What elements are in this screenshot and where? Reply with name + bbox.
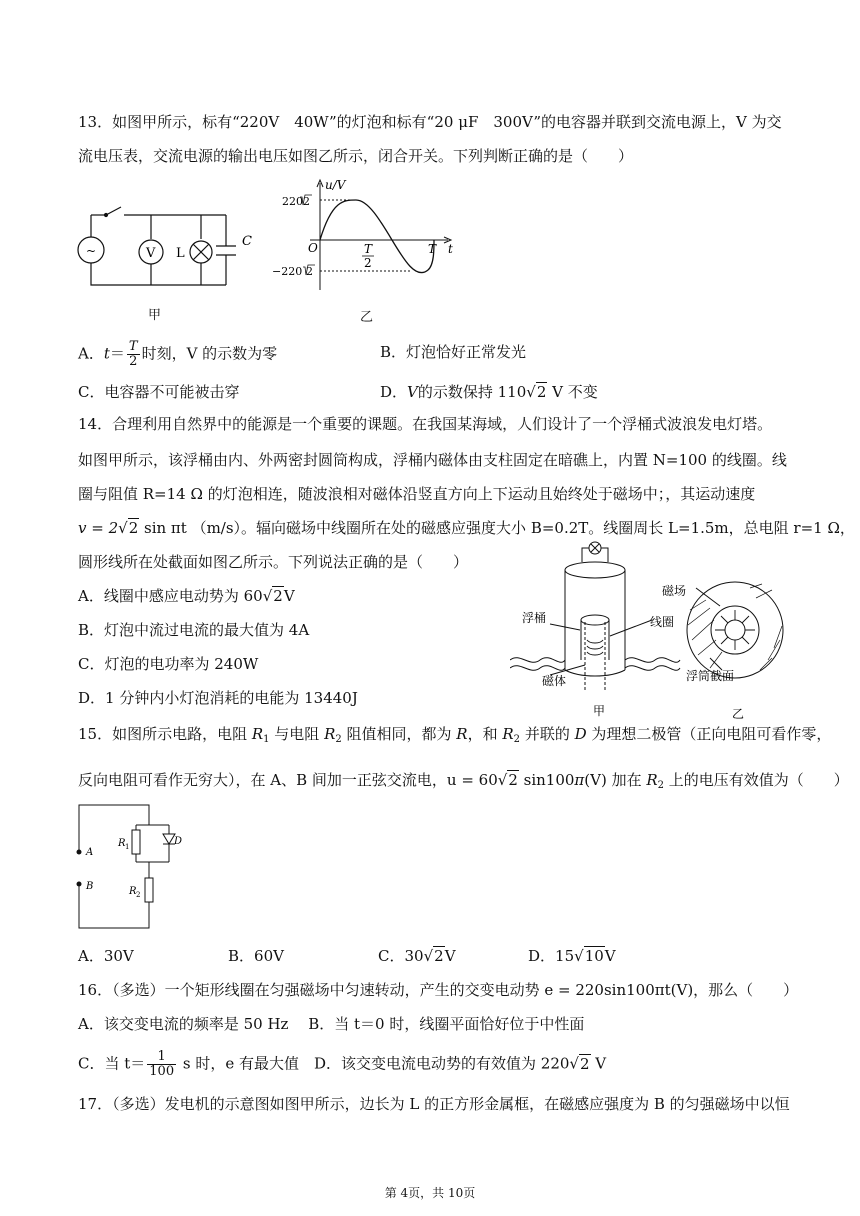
graph-ymin-label: −220 bbox=[272, 265, 303, 278]
r1-label: R bbox=[118, 838, 126, 849]
label-magnet: 磁体 bbox=[542, 674, 567, 688]
q14-caption-jia: 甲 bbox=[593, 704, 606, 718]
q13-option-d: D．V的示数保持 110√2 V 不变 bbox=[380, 383, 598, 401]
q15-option-c: C．30√2V bbox=[378, 947, 456, 965]
graph-t-half-num: T bbox=[364, 242, 373, 256]
r2-label: R bbox=[129, 886, 137, 897]
terminal-a-label: A bbox=[86, 847, 94, 858]
voltmeter-label: V bbox=[146, 246, 156, 261]
lamp-label: L bbox=[176, 246, 185, 261]
graph-ymin-sqrt: 2 bbox=[306, 265, 313, 278]
q13-option-a: A．t＝ $\frac{T}{2}$ 时刻，V 的示数为零 bbox=[78, 339, 278, 369]
q14-stem-line-4: v = 2√2 sin πt （m/s）。辐向磁场中线圈所在处的磁感应强度大小 B=0.2T。线圈周长 L=1.5m，总电阻 r=1 Ω， bbox=[78, 519, 855, 537]
q13-voltage-graph bbox=[270, 175, 460, 295]
page-footer: 第 4页，共 10页 bbox=[384, 1186, 476, 1200]
q13-stem-line-2: 流电压表，交流电源的输出电压如图乙所示，闭合开关。下列判断正确的是（ ） bbox=[78, 147, 634, 165]
q14-stem-line-2: 如图甲所示，该浮桶由内、外两密封圆筒构成，浮桶内磁体由支柱固定在暗礁上，内置 N=100 的线圈。线 bbox=[78, 451, 787, 469]
q14-option-a: A．线圈中感应电动势为 60√2V bbox=[78, 587, 295, 605]
q13-circuit-diagram bbox=[76, 195, 266, 295]
graph-t-full-label: T bbox=[428, 242, 437, 256]
q13-stem-line-1: 13．如图甲所示，标有“220V 40W”的灯泡和标有“20 μF 300V”的电容器并联到交流电源上，V 为交 bbox=[78, 113, 782, 131]
graph-origin-label: O bbox=[308, 241, 318, 255]
q14-option-b: B．灯泡中流过电流的最大值为 4A bbox=[78, 621, 310, 639]
q16-options-cd: C．当 t＝ $\frac{1}{100}$ s 时，e 有最大值 D．该交变电流电动势的有效值为 220√2 V bbox=[78, 1049, 607, 1079]
q15-option-b: B．60V bbox=[228, 947, 284, 965]
q16-stem-line-1: 16．（多选）一个矩形线圈在匀强磁场中匀速转动，产生的交变电动势 e = 220sin100πt(V)，那么（ ） bbox=[78, 981, 799, 999]
q13-option-c: C．电容器不可能被击穿 bbox=[78, 383, 240, 401]
q13-option-b: B．灯泡恰好正常发光 bbox=[380, 343, 527, 361]
q15-option-a: A．30V bbox=[78, 947, 134, 965]
q14-stem-line-3: 圈与阻值 R=14 Ω 的灯泡相连，随波浪相对磁体沿竖直方向上下运动且始终处于磁场中；，其运动速度 bbox=[78, 485, 756, 503]
q16-options-ab: A．该交变电流的频率是 50 Hz B．当 t＝0 时，线圈平面恰好位于中性面 bbox=[78, 1015, 585, 1033]
q15-stem-line-2: 反向电阻可看作无穷大），在 A、B 间加一正弦交流电，u = 60√2 sin100π(V) 加在 $R_2$ 上的电压有效值为（ ） bbox=[78, 771, 849, 791]
label-coil: 线圈 bbox=[650, 615, 675, 629]
label-float-bucket: 浮桶 bbox=[522, 611, 547, 625]
label-section: 浮筒截面 bbox=[686, 669, 735, 683]
terminal-b-label: B bbox=[86, 881, 94, 892]
q15-stem-line-1: 15．如图所示电路，电阻 $R_1$ 与电阻 $R_2$ 阻值相同，都为 R，和 $R_2$ 并联的 D 为理想二极管（正向电阻可看作零， bbox=[78, 725, 832, 745]
q13-caption-jia: 甲 bbox=[148, 308, 162, 323]
q14-buoy-figure bbox=[510, 540, 790, 720]
q14-caption-yi: 乙 bbox=[732, 707, 745, 720]
graph-y-axis-label: u/V bbox=[325, 178, 346, 192]
capacitor-label: C bbox=[242, 234, 252, 249]
q14-option-c: C．灯泡的电功率为 240W bbox=[78, 655, 259, 673]
q14-stem-line-5: 圆形线所在处截面如图乙所示。下列说法正确的是（ ） bbox=[78, 553, 469, 571]
graph-t-axis-label: t bbox=[448, 242, 453, 256]
graph-ymax-label: 220 bbox=[282, 195, 303, 208]
graph-t-half-den: 2 bbox=[364, 256, 372, 270]
q15-option-d: D．15√10V bbox=[528, 947, 616, 965]
r2-sub: 2 bbox=[136, 891, 141, 899]
ac-source-symbol: ~ bbox=[86, 244, 97, 258]
graph-ymax-sqrt: 2 bbox=[303, 195, 310, 208]
q15-circuit-diagram bbox=[74, 800, 194, 935]
q17-stem-line-1: 17．（多选）发电机的示意图如图甲所示，边长为 L 的正方形金属框，在磁感应强度为 B 的匀强磁场中以恒 bbox=[78, 1095, 790, 1113]
q13-caption-yi: 乙 bbox=[360, 310, 374, 325]
r1-sub: 1 bbox=[125, 843, 130, 851]
q14-stem-line-1: 14．合理利用自然界中的能源是一个重要的课题。在我国某海域，人们设计了一个浮桶式波浪发电灯塔。 bbox=[78, 415, 773, 433]
label-field: 磁场 bbox=[662, 584, 687, 598]
diode-label: D bbox=[174, 836, 183, 847]
q14-option-d: D．1 分钟内小灯泡消耗的电能为 13440J bbox=[78, 689, 358, 707]
